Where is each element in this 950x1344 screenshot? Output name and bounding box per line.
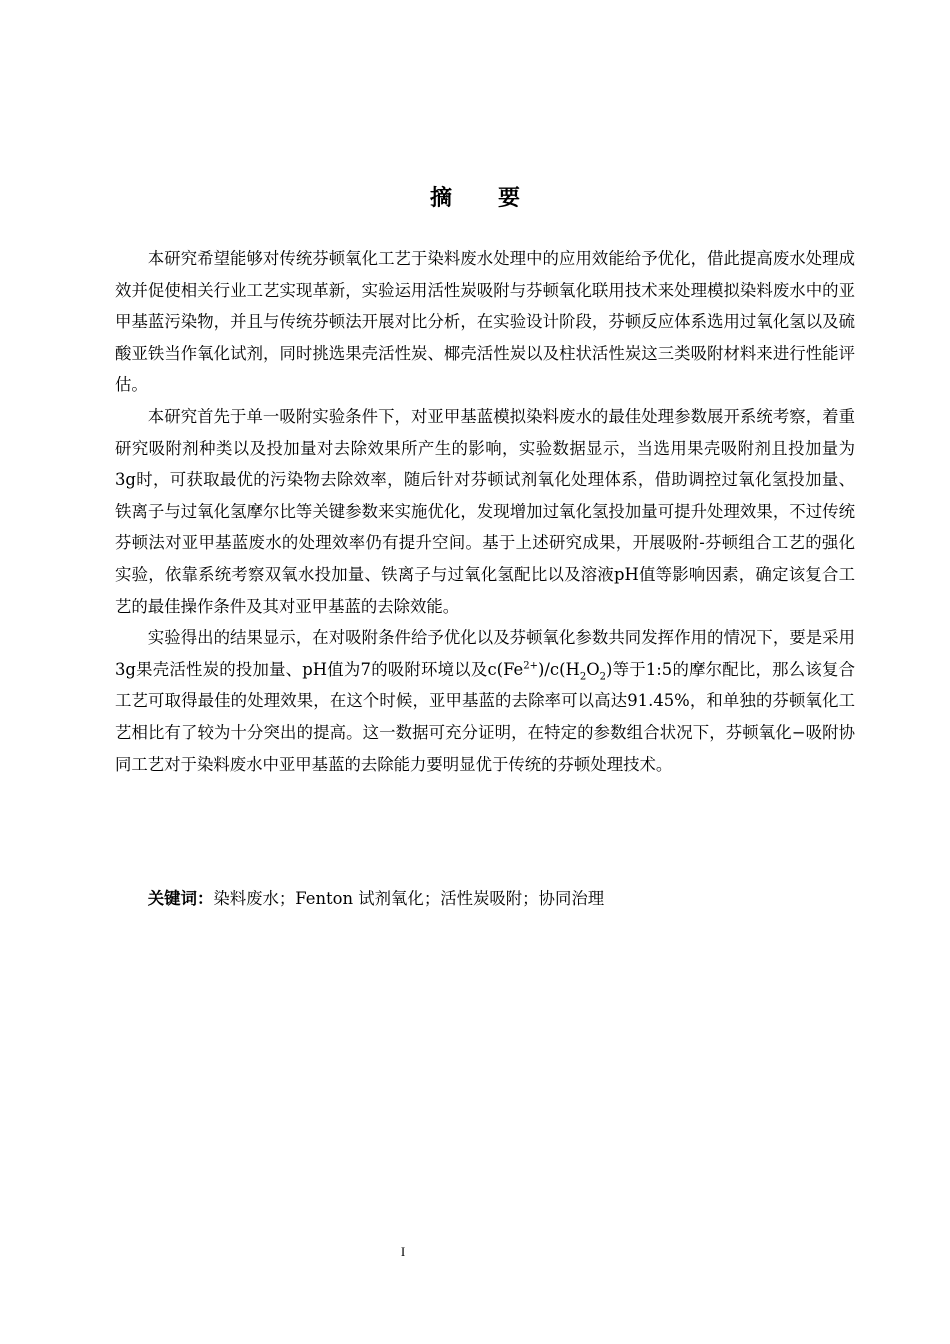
abstract-body: [115, 243, 855, 780]
keywords-text: 染料废水；Fenton 试剂氧化；活性炭吸附；协同治理: [213, 889, 605, 908]
abstract-paragraph-2: 本研究首先于单一吸附实验条件下，对亚甲基蓝模拟染料废水的最佳处理参数展开系统考察，着重研究吸附剂种类以及投加量对去除效果所产生的影响，实验数据显示，当选用果壳吸附剂且投加量为3g时，可获取最优的污染物去除效率，随后针对芬顿试剂氧化处理体系，借助调控过氧化氢投加量、铁离子与过氧化氢摩尔比等关键参数来实施优化，发现增加过氧化氢投加量可提升处理效果，不过传统芬顿法对亚甲基蓝废水的处理效率仍有提升空间。基于上述研究成果，开展吸附-芬顿组合工艺的强化实验，依靠系统考察双氧水投加量、铁离子与过氧化氢配比以及溶液pH值等影响因素，确定该复合工艺的最佳操作条件及其对亚甲基蓝的去除效能。: [115, 406, 855, 616]
paragraph-3-part-4: )等于1:5的摩尔配比，那么该复合工艺可取得最佳的处理效果，在这个时候，亚甲基蓝的去除率可以高达91.45%，和单独的芬顿氧化工艺相比有了较为十分突出的提高。这一数据可充分证明，在特定的参数组合状况下，芬顿氧化−吸附协同工艺对于染料废水中亚甲基蓝的去除能力要明显优于传统的芬顿处理技术。: [115, 659, 855, 774]
title-char-1: 摘: [429, 186, 452, 211]
keywords-label: 关键词：: [147, 889, 214, 908]
abstract-paragraph-1: 本研究希望能够对传统芬顿氧化工艺于染料废水处理中的应用效能给予优化，借此提高废水处理成效并促使相关行业工艺实现革新，实验运用活性炭吸附与芬顿氧化联用技术来处理模拟染料废水中的亚甲基蓝污染物，并且与传统芬顿法开展对比分析，在实验设计阶段，芬顿反应体系选用过氧化氢以及硫酸亚铁当作氧化试剂，同时挑选果壳活性炭、椰壳活性炭以及柱状活性炭这三类吸附材料来进行性能评估。: [115, 249, 855, 395]
abstract-paragraph-3: [115, 622, 855, 780]
keywords-line: [115, 883, 855, 914]
paragraph-3-part-2: )/c(H: [538, 659, 580, 679]
title-char-2: 要: [498, 186, 521, 211]
paragraph-3-part-3: O: [586, 659, 600, 679]
hydrogen-subscript: 2: [579, 671, 587, 682]
page-number: I: [400, 1244, 406, 1259]
iron-charge-superscript: 2+: [523, 660, 539, 672]
paragraph-3-part-1: 实验得出的结果显示，在对吸附条件给予优化以及芬顿氧化参数共同发挥作用的情况下，要是采用3g果壳活性炭的投加量、pH值为7的吸附环境以及c(Fe: [115, 628, 855, 679]
oxygen-subscript: 2: [599, 671, 606, 682]
abstract-title: [0, 181, 950, 212]
